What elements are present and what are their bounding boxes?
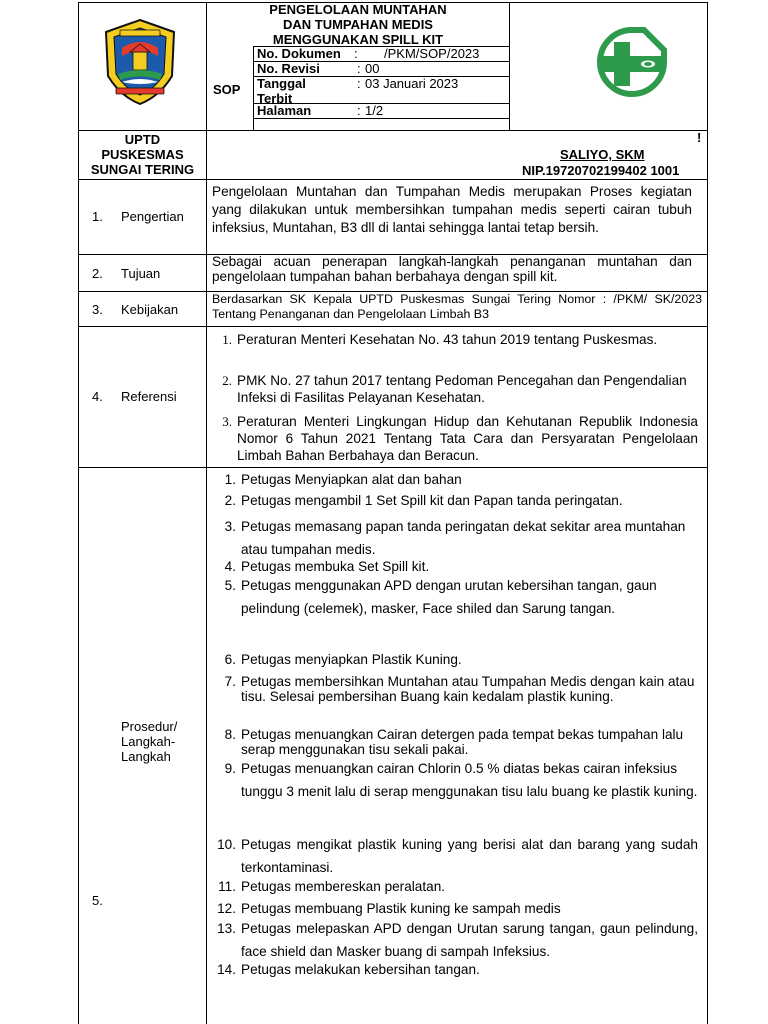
- doc-field-sep: :: [357, 61, 361, 76]
- list-number: 1.: [222, 332, 232, 347]
- list-number: 9.: [224, 761, 236, 776]
- list-item: [210, 331, 698, 365]
- list-number: 13.: [217, 921, 236, 936]
- section-number: 2.: [92, 266, 103, 281]
- section-label: Tujuan: [121, 266, 161, 281]
- section-number: 1.: [92, 209, 103, 224]
- list-text: Petugas mengikat plastik kuning yang berisi alat dan barang yang sudah terkontaminasi.: [241, 837, 698, 875]
- doc-field-value: 03 Januari 2023: [365, 76, 459, 91]
- list-number: 1.: [224, 472, 236, 487]
- regency-emblem: [100, 18, 180, 106]
- list-text: Peraturan Menteri Kesehatan No. 43 tahun 2019 tentang Puskesmas.: [237, 332, 658, 347]
- list-number: 4.: [224, 559, 236, 574]
- section-number: 5.: [92, 893, 103, 908]
- list-text: Petugas melakukan kebersihan tangan.: [241, 962, 480, 977]
- list-text: Petugas melepaskan APD dengan Urutan sarung tangan, gaun pelindung, face shield dan Masker buang di sampah Infeksius.: [241, 921, 698, 959]
- list-text: Petugas membersihkan Muntahan atau Tumpahan Medis dengan kain atau tisu. Selesai pembersihan Buang kain kedalam plastik kuning.: [241, 674, 695, 704]
- list-number: 5.: [224, 578, 236, 593]
- org-line: SUNGAI TERING: [90, 162, 195, 177]
- doc-field-label: No. Dokumen: [257, 46, 341, 61]
- document-title: [207, 2, 509, 47]
- list-item: [210, 372, 698, 406]
- section-label: Pengertian: [121, 209, 184, 224]
- list-number: 6.: [224, 652, 236, 667]
- signer-name: SALIYO, SKM: [560, 147, 645, 162]
- org-line: PUSKESMAS: [101, 147, 184, 162]
- list-number: 10.: [217, 837, 236, 852]
- list-text: PMK No. 27 tahun 2017 tentang Pedoman Pencegahan dan Pengendalian Infeksi di Fasilitas Pelayanan Kesehatan.: [237, 373, 687, 405]
- list-text: Petugas membereskan peralatan.: [241, 879, 446, 894]
- list-text: Petugas menuangkan Cairan detergen pada tempat bekas tumpahan lalu serap menggunakan tisu sekali pakai.: [241, 727, 684, 757]
- list-number: 14.: [217, 962, 236, 977]
- list-text: Petugas menggunakan APD dengan urutan kebersihan tangan, gaun pelindung (celemek), masker, Face shiled dan Sarung tangan.: [241, 578, 657, 616]
- label-line: Prosedur/: [121, 719, 178, 734]
- kebijakan-text: Berdasarkan SK Kepala UPTD Puskesmas Sungai Tering Nomor : /PKM/ SK/2023 Tentang Penanganan dan Pengelolaan Limbah B3: [212, 292, 702, 321]
- doc-field-label: Tanggal Terbit: [257, 76, 306, 106]
- title-line: MENGGUNAKAN SPILL KIT: [272, 32, 444, 47]
- list-text: Peraturan Menteri Lingkungan Hidup dan Kehutanan Republik Indonesia Nomor 6 Tahun 2021 Tentang Tata Cara dan Persyaratan Pengelolaan Limbah Bahan Berbahaya dan Beracun.: [237, 414, 698, 463]
- section-label: [121, 719, 177, 764]
- sop-label: SOP: [213, 82, 241, 97]
- list-number: 11.: [218, 879, 236, 894]
- section-number: 3.: [92, 302, 103, 317]
- prosedur-list: [214, 471, 698, 1021]
- list-text: Petugas memasang papan tanda peringatan dekat sekitar area muntahan atau tumpahan medis.: [241, 519, 686, 557]
- list-text: Petugas membuang Plastik kuning ke sampah medis: [241, 901, 561, 916]
- doc-field-value: /PKM/SOP/2023: [384, 46, 480, 61]
- list-number: 3.: [224, 519, 236, 534]
- list-text: Petugas menyiapkan Plastik Kuning.: [241, 652, 462, 667]
- doc-field-sep: :: [357, 103, 361, 118]
- list-item: [210, 413, 698, 464]
- doc-field-value: 1/2: [365, 103, 384, 118]
- list-number: 12.: [217, 901, 236, 916]
- organization-name: [79, 132, 206, 177]
- label-line: Langkah: [121, 749, 171, 764]
- org-line: UPTD: [124, 132, 161, 147]
- doc-field-sep: :: [357, 76, 361, 91]
- section-number: 4.: [92, 389, 103, 404]
- list-number: 3.: [222, 414, 232, 429]
- list-number: 2.: [222, 373, 232, 388]
- list-number: 2.: [224, 493, 236, 508]
- doc-field-label: Halaman: [257, 103, 312, 118]
- section-label: Referensi: [121, 389, 177, 404]
- list-text: Petugas menuangkan cairan Chlorin 0.5 % diatas bekas cairan infeksius tunggu 3 menit lalu di serap menggunakan tisu lalu buang ke plastik kuning.: [241, 761, 698, 799]
- list-text: Petugas Menyiapkan alat dan bahan: [241, 472, 462, 487]
- label-line: Langkah-: [121, 734, 176, 749]
- puskesmas-logo: [584, 26, 668, 98]
- pengertian-text: Pengelolaan Muntahan dan Tumpahan Medis merupakan Proses kegiatan yang dilakukan untuk membersihkan tumpahan medis seperti cairan tubuh infeksius, Muntahan, B3 dll di lantai sehingga lantai tetap bersih.: [212, 184, 692, 235]
- section-label: Kebijakan: [121, 302, 179, 317]
- title-line: DAN TUMPAHAN MEDIS: [283, 17, 433, 32]
- referensi-list: [210, 331, 698, 467]
- list-number: 7.: [224, 674, 236, 689]
- signer-nip: NIP.19720702199402 1001: [522, 163, 680, 178]
- mark: !: [697, 130, 702, 145]
- doc-field-value: 00: [365, 61, 380, 76]
- doc-field-label: No. Revisi: [257, 61, 320, 76]
- title-line: PENGELOLAAN MUNTAHAN: [269, 2, 447, 17]
- tujuan-text: Sebagai acuan penerapan langkah-langkah penanganan muntahan dan pengelolaan tumpahan bahan berbahaya dengan spill kit.: [212, 254, 692, 284]
- list-text: Petugas mengambil 1 Set Spill kit dan Papan tanda peringatan.: [241, 493, 623, 508]
- list-number: 8.: [224, 727, 236, 742]
- list-text: Petugas membuka Set Spill kit.: [241, 559, 430, 574]
- doc-field-sep: :: [354, 46, 358, 61]
